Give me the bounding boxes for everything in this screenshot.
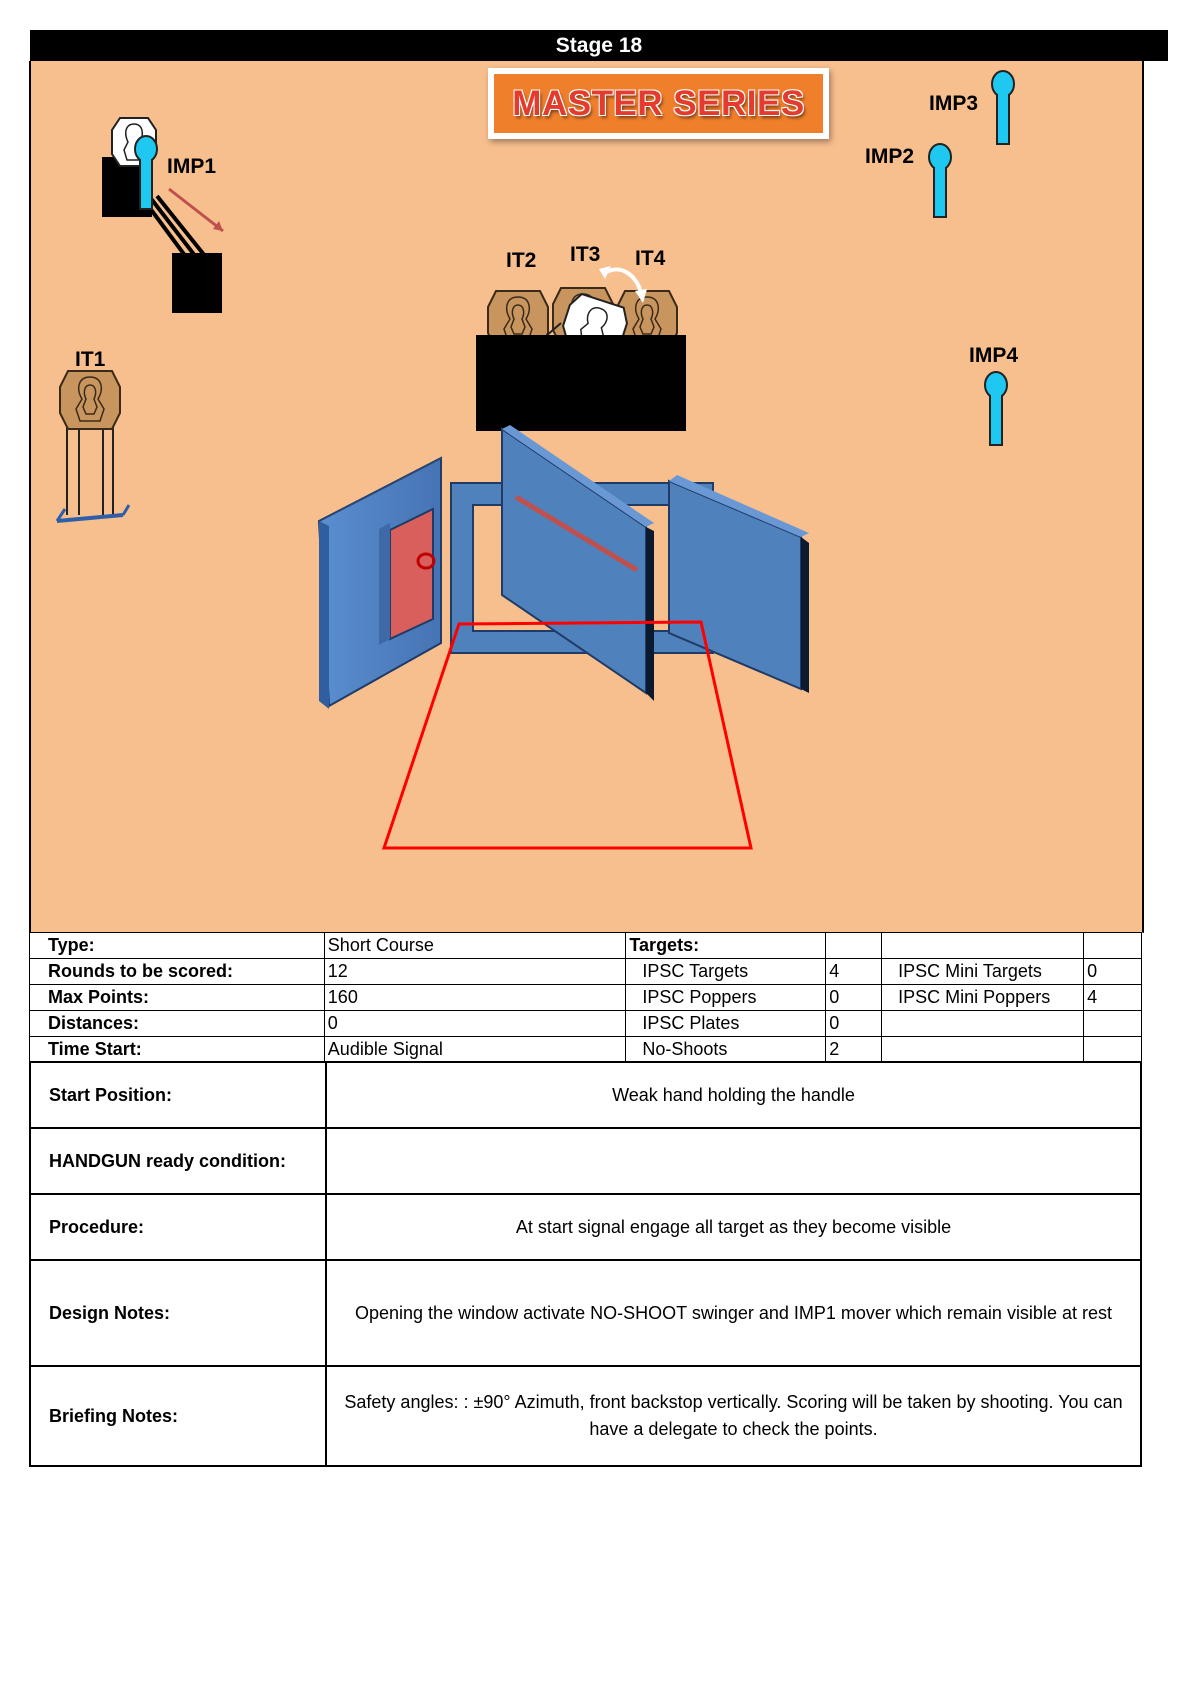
no-shoots-label: No-Shoots [626, 1037, 826, 1063]
targets-label: Targets: [626, 933, 826, 959]
shooting-area [384, 622, 751, 848]
table-row [30, 1128, 1141, 1194]
label-it2: IT2 [506, 249, 537, 272]
table-row [30, 1366, 1141, 1466]
ready-condition-label: HANDGUN ready condition: [30, 1128, 326, 1194]
ipsc-targets-label: IPSC Targets [626, 959, 826, 985]
wall-structure [319, 425, 809, 709]
master-series-badge [488, 68, 829, 139]
stage-title-bar [30, 30, 1168, 61]
points-label: Max Points: [30, 985, 325, 1011]
type-label: Type: [30, 933, 325, 959]
imp4-popper [985, 372, 1007, 445]
points-value: 160 [324, 985, 626, 1011]
briefing-notes-label: Briefing Notes: [30, 1366, 326, 1466]
ready-condition-value [326, 1128, 1141, 1194]
label-imp2: IMP2 [865, 145, 915, 168]
label-imp4: IMP4 [969, 344, 1019, 367]
ipsc-plates-value: 0 [826, 1011, 882, 1037]
time-start-value: Audible Signal [324, 1037, 626, 1063]
design-notes-value: Opening the window activate NO-SHOOT swinger and IMP1 mover which remain visible at rest [326, 1260, 1141, 1366]
mini-targets-label: IPSC Mini Targets [882, 959, 1084, 985]
mini-poppers-label: IPSC Mini Poppers [882, 985, 1084, 1011]
table-row [30, 933, 1142, 959]
ipsc-targets-value: 4 [826, 959, 882, 985]
ipsc-plates-label: IPSC Plates [626, 1011, 826, 1037]
table-row [30, 1194, 1141, 1260]
table-row [30, 1011, 1142, 1037]
stage-info-table [29, 932, 1142, 1063]
mini-targets-value: 0 [1084, 959, 1142, 985]
stage-drawing [31, 61, 1142, 932]
it1-target [57, 371, 129, 521]
imp3-popper [992, 71, 1014, 144]
table-row [30, 1260, 1141, 1366]
briefing-notes-value: Safety angles: : ±90° Azimuth, front backstop vertically. Scoring will be taken by shooting. You can have a delegate to check the points. [326, 1366, 1141, 1466]
table-row [30, 1062, 1141, 1128]
type-value: Short Course [324, 933, 626, 959]
distances-label: Distances: [30, 1011, 325, 1037]
briefing-table [29, 1061, 1142, 1467]
stage-title: Stage 18 [555, 33, 643, 57]
table-row [30, 959, 1142, 985]
label-it4: IT4 [635, 247, 666, 270]
label-it3: IT3 [570, 243, 601, 266]
stage-diagram [29, 61, 1144, 933]
imp2-popper [929, 144, 951, 217]
rounds-value: 12 [324, 959, 626, 985]
imp1-mover [102, 118, 223, 313]
table-row [30, 985, 1142, 1011]
label-it1: IT1 [75, 348, 106, 371]
label-imp1: IMP1 [167, 155, 217, 178]
distances-value: 0 [324, 1011, 626, 1037]
start-position-label: Start Position: [30, 1062, 326, 1128]
mini-poppers-value: 4 [1084, 985, 1142, 1011]
table-row [30, 1037, 1142, 1063]
rounds-label: Rounds to be scored: [30, 959, 325, 985]
it-cluster [476, 266, 686, 431]
ipsc-poppers-label: IPSC Poppers [626, 985, 826, 1011]
time-start-label: Time Start: [30, 1037, 325, 1063]
label-imp3: IMP3 [929, 92, 979, 115]
ipsc-poppers-value: 0 [826, 985, 882, 1011]
procedure-value: At start signal engage all target as they become visible [326, 1194, 1141, 1260]
design-notes-label: Design Notes: [30, 1260, 326, 1366]
no-shoots-value: 2 [826, 1037, 882, 1063]
procedure-label: Procedure: [30, 1194, 326, 1260]
master-series-title: MASTER SERIES [494, 74, 823, 133]
start-position-value: Weak hand holding the handle [326, 1062, 1141, 1128]
